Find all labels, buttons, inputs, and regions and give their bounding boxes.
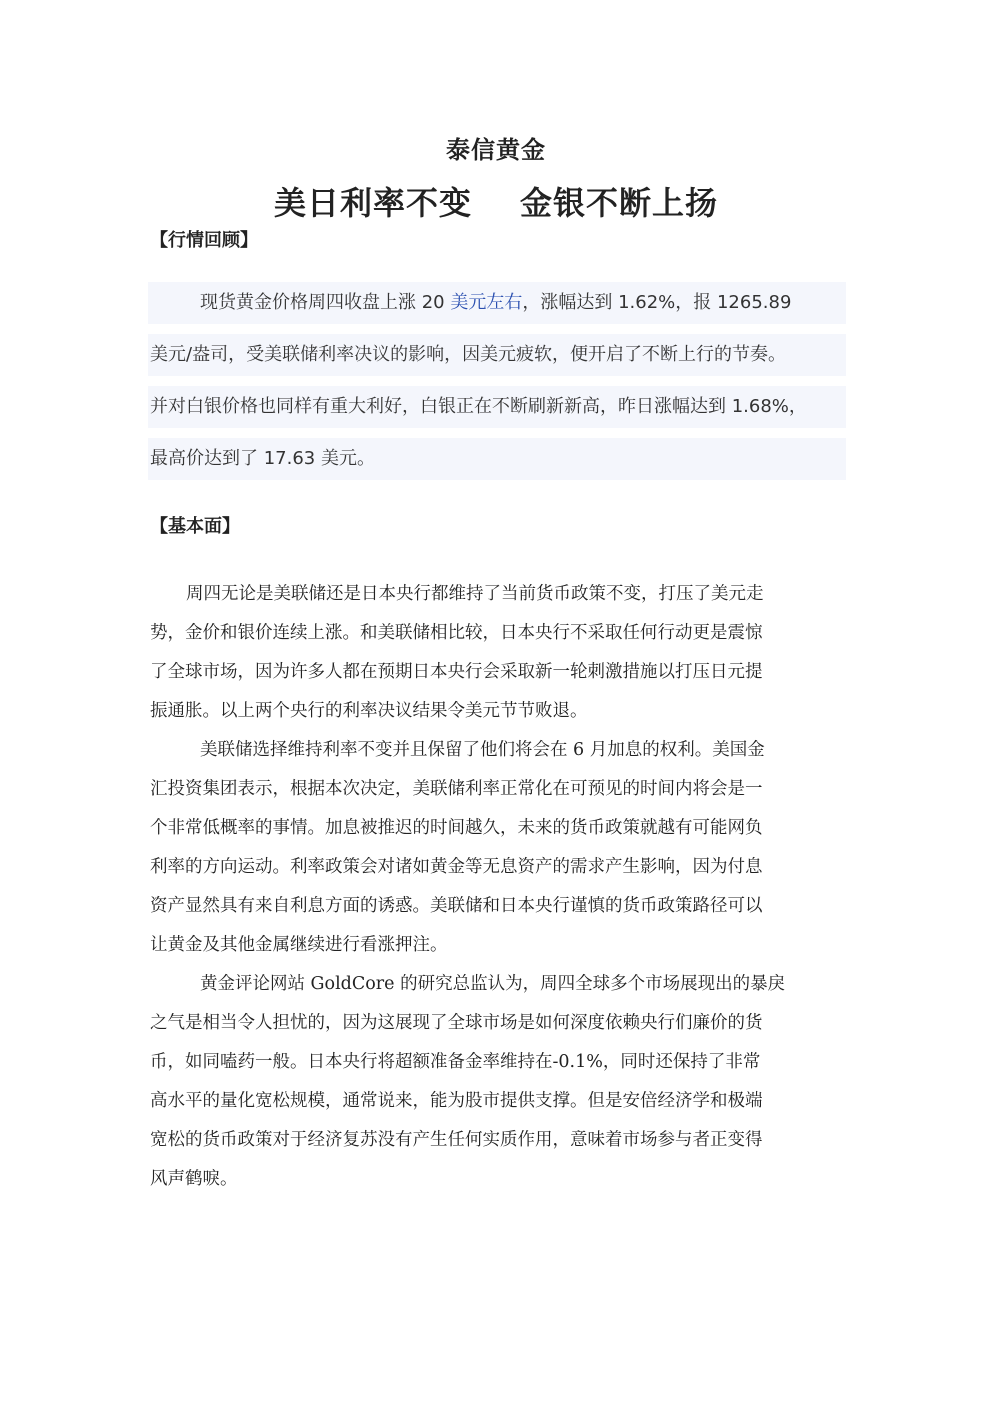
paragraph-line: 个非常低概率的事情。加息被推迟的时间越久，未来的货币政策就越有可能网负 bbox=[150, 818, 763, 838]
paragraph-line: 资产显然具有来自利息方面的诱惑。美联储和日本央行谨慎的货币政策路径可以 bbox=[150, 896, 763, 916]
paragraph-line: 黄金评论网站 GoldCore 的研究总监认为，周四全球多个市场展现出的暴戾 bbox=[200, 974, 786, 994]
market-line-text: ，涨幅达到 1.62%，报 1265.89 bbox=[522, 292, 792, 313]
paragraph-line: 利率的方向运动。利率政策会对诸如黄金等无息资产的需求产生影响，因为付息 bbox=[150, 857, 763, 877]
link-usd-approx[interactable]: 美元左右 bbox=[450, 292, 523, 313]
paragraph-line: 宽松的货币政策对于经济复苏没有产生任何实质作用，意味着市场参与者正变得 bbox=[150, 1130, 763, 1150]
paragraph-line: 周四无论是美联储还是日本央行都维持了当前货币政策不变，打压了美元走 bbox=[186, 584, 764, 604]
paragraph-line: 振通胀。以上两个央行的利率决议结果令美元节节败退。 bbox=[150, 701, 588, 721]
paragraph-line: 势，金价和银价连续上涨。和美联储相比较，日本央行不采取任何行动更是震惊 bbox=[150, 623, 763, 643]
paragraph-line: 币，如同嗑药一般。日本央行将超额准备金率维持在-0.1%，同时还保持了非常 bbox=[150, 1052, 761, 1072]
headline bbox=[0, 178, 992, 224]
paragraph-line: 美联储选择维持利率不变并且保留了他们将会在 6 月加息的权利。美国金 bbox=[200, 740, 765, 760]
market-line: 并对白银价格也同样有重大利好，白银正在不断刷新新高，昨日涨幅达到 1.68%， bbox=[148, 386, 846, 428]
headline-part1: 美日利率不变 bbox=[273, 184, 472, 222]
basics-body bbox=[150, 575, 842, 1199]
headline-part2: 金银不断上扬 bbox=[520, 184, 719, 222]
market-line: 最高价达到了 17.63 美元。 bbox=[148, 438, 846, 480]
brand-title: 泰信黄金 bbox=[446, 136, 546, 164]
market-line-text: 现货黄金价格周四收盘上涨 20 bbox=[200, 292, 451, 313]
market-line bbox=[148, 282, 846, 324]
market-line: 美元/盎司，受美联储利率决议的影响，因美元疲软，便开启了不断上行的节奏。 bbox=[148, 334, 846, 376]
section-title-basics: 【基本面】 bbox=[150, 516, 240, 537]
paragraph-line: 汇投资集团表示，根据本次决定，美联储利率正常化在可预见的时间内将会是一 bbox=[150, 779, 763, 799]
market-review-box bbox=[148, 282, 846, 490]
paragraph-line: 了全球市场，因为许多人都在预期日本央行会采取新一轮刺激措施以打压日元提 bbox=[150, 662, 763, 682]
section-title-market: 【行情回顾】 bbox=[150, 230, 258, 251]
paragraph-line: 之气是相当令人担忧的，因为这展现了全球市场是如何深度依赖央行们廉价的货 bbox=[150, 1013, 763, 1033]
paragraph-line: 高水平的量化宽松规模，通常说来，能为股市提供支撑。但是安倍经济学和极端 bbox=[150, 1091, 763, 1111]
paragraph-line: 风声鹤唳。 bbox=[150, 1169, 238, 1189]
paragraph-line: 让黄金及其他金属继续进行看涨押注。 bbox=[150, 935, 448, 955]
